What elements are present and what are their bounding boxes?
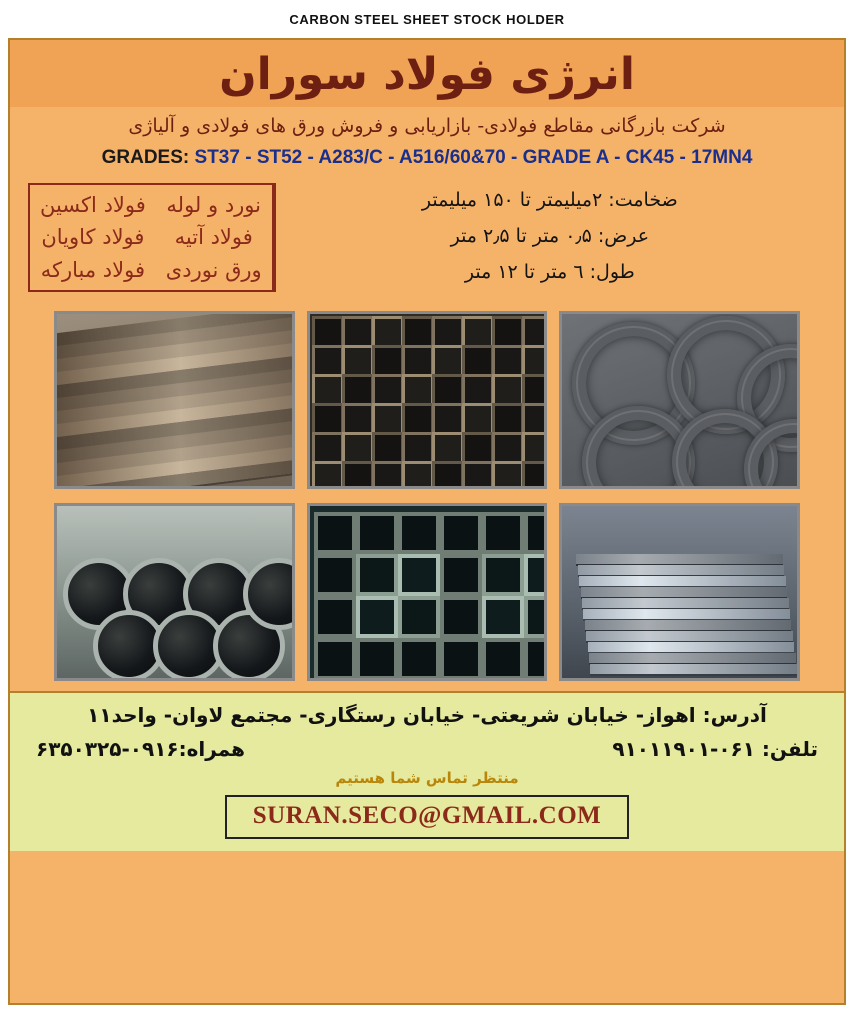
angle-bars-photo xyxy=(54,311,295,489)
spec-key: ضخامت: xyxy=(608,188,678,211)
i-beams-photo xyxy=(307,311,548,489)
address-line: آدرس: اهواز- خیابان شریعتی- خیابان رستگاری- مجتمع لاوان- واحد۱۱ xyxy=(87,702,767,727)
email-address[interactable]: SURAN.SECO@GMAIL.COM xyxy=(225,795,630,839)
phone-row xyxy=(26,737,828,761)
spec-value: ٦ متر تا ۱۲ متر xyxy=(464,260,584,283)
company-name: انرژی فولاد سوران xyxy=(219,49,635,100)
brand-item: فولاد اکسین xyxy=(40,192,146,217)
brand-column-left xyxy=(30,185,156,291)
brand-item: نورد و لوله xyxy=(166,192,262,217)
header-band xyxy=(10,40,844,107)
mobile: همراه:۰۹۱۶-۶۳۵۰۳۲۵ xyxy=(36,736,245,761)
brand-item: فولاد کاویان xyxy=(41,225,145,250)
spec-value: ۰٫۵ متر تا ۲٫۵ متر xyxy=(450,224,592,247)
brand-column-right xyxy=(156,185,274,291)
specs-and-brands xyxy=(10,179,844,307)
grades-line xyxy=(10,141,844,179)
square-tubes-photo xyxy=(307,503,548,681)
company-subtitle: شرکت بازرگانی مقاطع فولادی- بازاریابی و فروش ورق های فولادی و آلیاژی xyxy=(10,107,844,141)
round-pipes-photo xyxy=(54,503,295,681)
brand-item: فولاد مبارکه xyxy=(40,257,146,282)
email-wrap xyxy=(26,795,828,839)
telephone: تلفن: ۰۶۱-۹۱۰۱۱۹۰۱ xyxy=(612,736,818,761)
grades-label: GRADES: xyxy=(101,146,190,168)
wire-coils-photo xyxy=(559,311,800,489)
product-gallery xyxy=(10,307,844,691)
steel-plates-photo xyxy=(559,503,800,681)
grades-value: ST37 - ST52 - A283/C - A516/60&70 - GRADE A - CK45 - 17MN4 xyxy=(194,146,753,168)
gallery-grid xyxy=(54,311,800,681)
waiting-message: منتظر تماس شما هستیم xyxy=(335,768,519,787)
spec-value: ۲میلیمتر تا ۱۵۰ میلیمتر xyxy=(421,188,603,211)
brand-boxes xyxy=(28,183,276,293)
footer-contact xyxy=(10,691,844,851)
spec-row xyxy=(284,261,816,283)
spec-key: عرض: xyxy=(597,224,650,247)
brand-item: فولاد آتیه xyxy=(174,225,253,250)
brand-item: ورق نوردی xyxy=(165,257,262,282)
specifications-list xyxy=(284,183,826,297)
spec-key: طول: xyxy=(589,260,635,283)
page-caption: CARBON STEEL SHEET STOCK HOLDER xyxy=(289,11,565,27)
spec-row xyxy=(284,189,816,211)
spec-row xyxy=(284,225,816,247)
flyer-body xyxy=(8,38,846,1005)
